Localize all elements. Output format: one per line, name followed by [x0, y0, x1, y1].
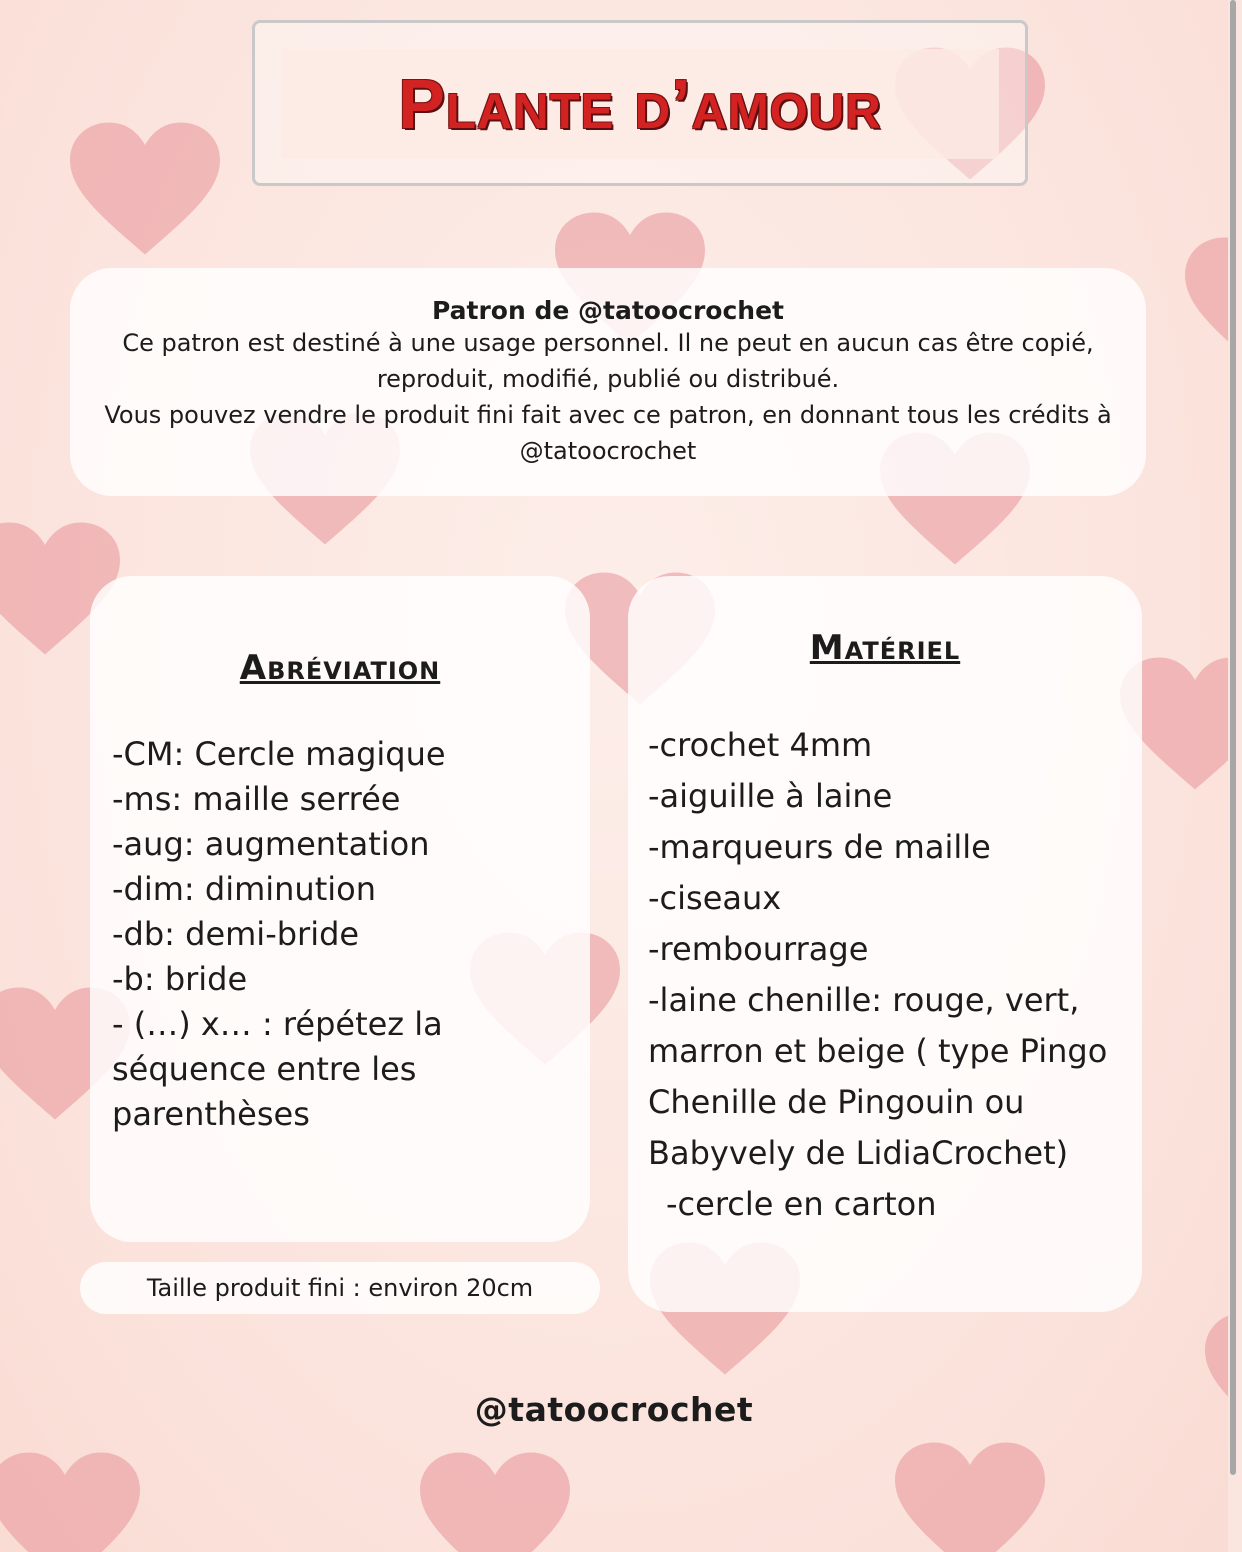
intro-selling-text: Vous pouvez vendre le produit fini fait avec ce patron, en donnant tous les crédits à @tatoocrochet [104, 401, 1112, 465]
materiel-card [628, 576, 1142, 1312]
abbreviation-card [90, 576, 590, 1242]
list-item: -cercle en carton [666, 1185, 937, 1223]
heart-icon [0, 1450, 140, 1552]
abbreviation-list [90, 732, 590, 1137]
list-item: - (…) x… : répétez la séquence entre les parenthèses [112, 1005, 443, 1133]
intro-heading: Patron de @tatoocrochet [431, 296, 784, 325]
list-item: -aiguille à laine [648, 777, 893, 815]
list-item: -aug: augmentation [112, 825, 430, 863]
heart-icon [1205, 1310, 1228, 1450]
intro-card [70, 268, 1146, 496]
scrollbar[interactable] [1230, 0, 1236, 1475]
list-item: -b: bride [112, 960, 248, 998]
page-title: Plante d’amour [398, 65, 882, 143]
title-panel [281, 49, 999, 159]
list-item: -rembourrage [648, 930, 869, 968]
heart-icon [895, 1440, 1045, 1552]
heart-icon [420, 1450, 570, 1552]
heart-icon [70, 120, 220, 260]
footer-handle: @tatoocrochet [474, 1390, 754, 1429]
size-note: Taille produit fini : environ 20cm [80, 1262, 600, 1314]
list-item: -ms: maille serrée [112, 780, 401, 818]
list-item: -marqueurs de maille [648, 828, 991, 866]
abbreviation-title: Abréviation [239, 648, 441, 688]
list-item: -dim: diminution [112, 870, 376, 908]
materiel-title: Matériel [809, 628, 961, 668]
title-frame [252, 20, 1028, 186]
intro-copyright-text: Ce patron est destiné à une usage personnel. Il ne peut en aucun cas être copié, reproduit, modifié, publié ou distribué. [122, 329, 1094, 393]
materiel-list [628, 720, 1142, 1230]
list-item: -ciseaux [648, 879, 782, 917]
list-item: -laine chenille: rouge, vert, marron et beige ( type Pingo Chenille de Pingouin ou Babyvely de LidiaCrochet) [648, 981, 1108, 1172]
list-item: -db: demi-bride [112, 915, 360, 953]
list-item: -CM: Cercle magique [112, 735, 446, 773]
list-item: -crochet 4mm [648, 726, 873, 764]
heart-icon [1185, 235, 1228, 375]
